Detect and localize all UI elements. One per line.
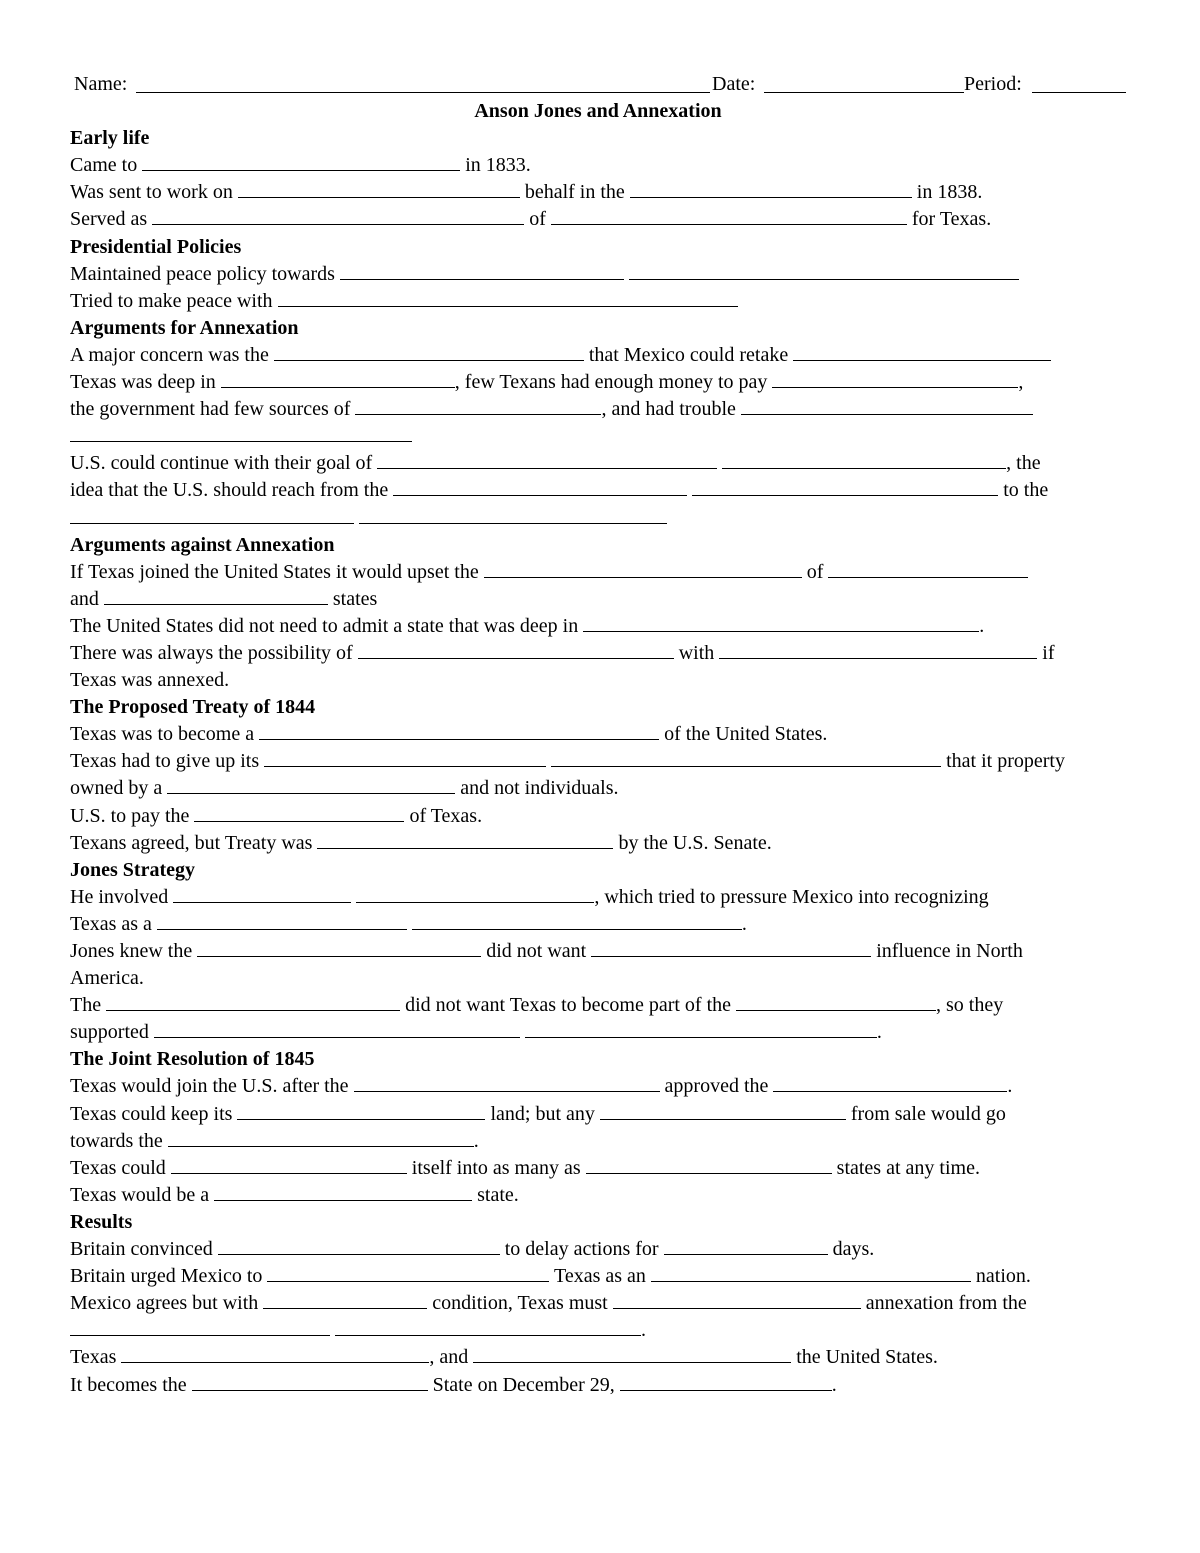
fill-in-blank[interactable] — [197, 939, 481, 957]
line-text: the United States. — [791, 1346, 938, 1369]
line-text: , so they — [936, 994, 1004, 1017]
heading-text: Arguments for Annexation — [70, 316, 299, 339]
fill-in-blank[interactable] — [70, 1318, 330, 1336]
fill-in-blank[interactable] — [591, 939, 871, 957]
fill-in-blank[interactable] — [484, 560, 802, 578]
fill-in-blank[interactable] — [317, 831, 613, 849]
line-text: State on December 29, — [427, 1373, 620, 1396]
section-heading — [70, 234, 1126, 261]
line-text: with — [673, 641, 720, 664]
worksheet-line — [70, 1019, 1126, 1046]
line-text: Texas could keep its — [70, 1102, 238, 1125]
line-text: that Mexico could retake — [583, 343, 794, 366]
worksheet-line — [70, 830, 1126, 857]
worksheet-line — [70, 1101, 1126, 1128]
worksheet-line — [70, 450, 1126, 477]
line-text: The — [70, 994, 107, 1017]
line-text: towards the — [70, 1129, 168, 1152]
fill-in-blank[interactable] — [793, 343, 1051, 361]
line-text: Texas would join the U.S. after the — [70, 1075, 354, 1098]
line-text: annexation from the — [860, 1292, 1027, 1315]
line-text: Maintained peace policy towards — [70, 262, 340, 285]
worksheet-line — [70, 179, 1126, 206]
line-text: Texas could — [70, 1156, 171, 1179]
line-text: A major concern was the — [70, 343, 274, 366]
line-text: Britain convinced — [70, 1238, 218, 1261]
fill-in-blank[interactable] — [237, 1102, 485, 1120]
worksheet-line — [70, 965, 1126, 992]
line-text: It becomes the — [70, 1373, 192, 1396]
worksheet-line — [70, 477, 1126, 504]
fill-in-blank[interactable] — [173, 885, 351, 903]
worksheet-line — [70, 1155, 1126, 1182]
section-heading — [70, 1046, 1126, 1073]
fill-in-blank[interactable] — [218, 1237, 500, 1255]
line-text: if — [1037, 641, 1055, 664]
line-text: , and had trouble — [601, 398, 741, 421]
fill-in-blank[interactable] — [157, 912, 407, 930]
fill-in-blank[interactable] — [70, 506, 354, 524]
fill-in-blank[interactable] — [692, 478, 998, 496]
fill-in-blank[interactable] — [167, 776, 455, 794]
line-text: , few Texans had enough money to pay — [454, 371, 773, 394]
line-text: , — [1018, 371, 1024, 394]
fill-in-blank[interactable] — [828, 560, 1028, 578]
fill-in-blank[interactable] — [354, 1074, 660, 1092]
line-text: approved the — [659, 1075, 774, 1098]
fill-in-blank[interactable] — [620, 1373, 832, 1391]
line-text: that it property — [941, 750, 1065, 773]
worksheet-line — [70, 288, 1126, 315]
worksheet-line — [70, 1128, 1126, 1155]
worksheet-line — [70, 911, 1126, 938]
line-text: behalf in the — [519, 181, 630, 204]
line-text: by the U.S. Senate. — [613, 831, 772, 854]
fill-in-blank[interactable] — [719, 641, 1037, 659]
line-text: Texas — [70, 1346, 122, 1369]
fill-in-blank[interactable] — [192, 1373, 428, 1391]
line-text: . — [831, 1373, 837, 1396]
fill-in-blank[interactable] — [154, 1020, 520, 1038]
fill-in-blank[interactable] — [772, 370, 1018, 388]
fill-in-blank[interactable] — [106, 993, 400, 1011]
fill-in-blank[interactable] — [267, 1264, 549, 1282]
name-blank[interactable] — [136, 75, 710, 93]
fill-in-blank[interactable] — [152, 207, 524, 225]
fill-in-blank[interactable] — [586, 1156, 832, 1174]
worksheet-line — [70, 423, 1126, 450]
line-text: and — [70, 587, 104, 610]
worksheet-line — [70, 505, 1126, 532]
worksheet-line — [70, 803, 1126, 830]
line-text: of — [801, 560, 829, 583]
fill-in-blank[interactable] — [551, 749, 941, 767]
worksheet-line — [70, 775, 1126, 802]
section-heading — [70, 1209, 1126, 1236]
section-heading — [70, 125, 1126, 152]
line-text: of Texas. — [404, 804, 483, 827]
line-text: itself into as many as — [406, 1156, 586, 1179]
line-text: , and — [429, 1346, 474, 1369]
fill-in-blank[interactable] — [664, 1237, 828, 1255]
worksheet-line — [70, 884, 1126, 911]
line-text: The United States did not need to admit a state that was deep in — [70, 614, 584, 637]
line-text: He involved — [70, 885, 174, 908]
fill-in-blank[interactable] — [600, 1102, 846, 1120]
line-text: Served as — [70, 208, 153, 231]
section-heading — [70, 694, 1126, 721]
worksheet-line — [70, 992, 1126, 1019]
worksheet-line — [70, 206, 1126, 233]
fill-in-blank[interactable] — [259, 722, 659, 740]
line-text: to delay actions for — [499, 1238, 664, 1261]
worksheet-line — [70, 613, 1126, 640]
line-text: Texas was to become a — [70, 723, 260, 746]
fill-in-blank[interactable] — [168, 1129, 474, 1147]
fill-in-blank[interactable] — [278, 289, 738, 307]
line-text: . — [641, 1319, 646, 1342]
section-heading — [70, 315, 1126, 342]
fill-in-blank[interactable] — [274, 343, 584, 361]
fill-in-blank[interactable] — [525, 1020, 877, 1038]
fill-in-blank[interactable] — [736, 993, 936, 1011]
line-text: Texas was annexed. — [70, 669, 230, 692]
fill-in-blank[interactable] — [473, 1345, 791, 1363]
fill-in-blank[interactable] — [340, 262, 624, 280]
worksheet-body — [70, 125, 1126, 1398]
fill-in-blank[interactable] — [263, 1291, 427, 1309]
line-text: state. — [472, 1183, 519, 1206]
worksheet-line — [70, 1344, 1126, 1371]
fill-in-blank[interactable] — [613, 1291, 861, 1309]
line-text: supported — [70, 1021, 154, 1044]
line-text: U.S. to pay the — [70, 804, 195, 827]
worksheet-line — [70, 261, 1126, 288]
line-text: owned by a — [70, 777, 168, 800]
period-blank[interactable] — [1032, 75, 1126, 93]
line-text: states — [327, 587, 378, 610]
line-text: of the United States. — [659, 723, 828, 746]
fill-in-blank[interactable] — [171, 1156, 407, 1174]
line-text: . — [473, 1129, 479, 1152]
section-heading — [70, 857, 1126, 884]
line-text: land; but any — [485, 1102, 600, 1125]
line-text: America. — [70, 967, 144, 990]
line-text: in 1833. — [460, 154, 531, 177]
heading-text: Early life — [70, 127, 150, 150]
fill-in-blank[interactable] — [629, 262, 1019, 280]
heading-text: Jones Strategy — [70, 858, 195, 881]
line-text: . — [979, 614, 985, 637]
line-text: . — [876, 1021, 882, 1044]
fill-in-blank[interactable] — [70, 424, 412, 442]
line-text: U.S. could continue with their goal of — [70, 452, 378, 475]
fill-in-blank[interactable] — [358, 641, 674, 659]
line-text: idea that the U.S. should reach from the — [70, 479, 394, 502]
line-text: states at any time. — [831, 1156, 980, 1179]
fill-in-blank[interactable] — [551, 207, 907, 225]
worksheet-line — [70, 396, 1126, 423]
header-row — [70, 71, 1126, 98]
line-text: Texas would be a — [70, 1183, 215, 1206]
worksheet-line — [70, 1073, 1126, 1100]
worksheet-line — [70, 748, 1126, 775]
name-label: Name: — [74, 73, 128, 95]
date-blank[interactable] — [764, 75, 964, 93]
fill-in-blank[interactable] — [264, 749, 546, 767]
line-text: did not want Texas to become part of the — [400, 994, 737, 1017]
line-text: days. — [827, 1238, 875, 1261]
fill-in-blank[interactable] — [356, 885, 594, 903]
line-text: influence in North — [871, 940, 1023, 962]
line-text: Came to — [70, 154, 143, 177]
line-text: nation. — [970, 1265, 1031, 1288]
heading-text: The Proposed Treaty of 1844 — [70, 696, 316, 719]
worksheet-line — [70, 1290, 1126, 1317]
line-text: If Texas joined the United States it would upset the — [70, 560, 484, 583]
fill-in-blank[interactable] — [335, 1318, 641, 1336]
worksheet-title: Anson Jones and Annexation — [474, 100, 722, 123]
date-label: Date: — [712, 73, 756, 95]
worksheet-line — [70, 152, 1126, 179]
section-heading — [70, 532, 1126, 559]
line-text: did not want — [481, 940, 592, 962]
period-label: Period: — [964, 73, 1022, 95]
line-text: Texas was deep in — [70, 371, 221, 394]
fill-in-blank[interactable] — [651, 1264, 971, 1282]
worksheet-line — [70, 369, 1126, 396]
line-text: Texas as an — [549, 1265, 651, 1288]
line-text: for Texas. — [906, 208, 992, 231]
worksheet-line — [70, 1372, 1126, 1399]
line-text: the government had few sources of — [70, 398, 356, 421]
line-text: Texas as a — [70, 912, 157, 935]
worksheet-line — [70, 1182, 1126, 1209]
line-text: Texas had to give up its — [70, 750, 265, 773]
line-text: , the — [1006, 452, 1041, 475]
worksheet-line — [70, 1263, 1126, 1290]
fill-in-blank[interactable] — [121, 1345, 429, 1363]
worksheet-line — [70, 586, 1126, 613]
line-text: condition, Texas must — [427, 1292, 613, 1315]
fill-in-blank[interactable] — [238, 180, 520, 198]
worksheet-line — [70, 721, 1126, 748]
line-text: of — [524, 208, 551, 231]
fill-in-blank[interactable] — [359, 506, 667, 524]
worksheet-page — [70, 71, 1126, 1399]
line-text: There was always the possibility of — [70, 641, 358, 664]
line-text: , which tried to pressure Mexico into recognizing — [594, 885, 989, 908]
fill-in-blank[interactable] — [393, 478, 687, 496]
line-text: Britain urged Mexico to — [70, 1265, 268, 1288]
fill-in-blank[interactable] — [355, 397, 601, 415]
worksheet-line — [70, 1317, 1126, 1344]
worksheet-line — [70, 342, 1126, 369]
worksheet-line — [70, 559, 1126, 586]
heading-text: Results — [70, 1210, 133, 1233]
line-text: Mexico agrees but with — [70, 1292, 264, 1315]
fill-in-blank[interactable] — [377, 451, 717, 469]
line-text: Was sent to work on — [70, 181, 238, 204]
heading-text: Arguments against Annexation — [70, 533, 335, 556]
heading-text: The Joint Resolution of 1845 — [70, 1048, 315, 1071]
line-text: Jones knew the — [70, 940, 198, 962]
fill-in-blank[interactable] — [412, 912, 742, 930]
fill-in-blank[interactable] — [214, 1183, 472, 1201]
fill-in-blank[interactable] — [722, 451, 1006, 469]
line-text: Texans agreed, but Treaty was — [70, 831, 318, 854]
line-text: Tried to make peace with — [70, 289, 278, 312]
worksheet-line — [70, 640, 1126, 667]
fill-in-blank[interactable] — [221, 370, 455, 388]
line-text: and not individuals. — [455, 777, 619, 800]
line-text: in 1838. — [911, 181, 983, 204]
fill-in-blank[interactable] — [741, 397, 1033, 415]
fill-in-blank[interactable] — [142, 153, 460, 171]
worksheet-line — [70, 1236, 1126, 1263]
line-text: from sale would go — [845, 1102, 1006, 1125]
line-text: . — [1007, 1075, 1013, 1098]
fill-in-blank[interactable] — [583, 614, 979, 632]
fill-in-blank[interactable] — [773, 1074, 1007, 1092]
fill-in-blank[interactable] — [630, 180, 912, 198]
line-text: . — [741, 912, 747, 935]
line-text: to the — [998, 479, 1049, 502]
fill-in-blank[interactable] — [194, 804, 404, 822]
worksheet-line — [70, 938, 1126, 965]
heading-text: Presidential Policies — [70, 235, 242, 258]
fill-in-blank[interactable] — [104, 587, 328, 605]
worksheet-line — [70, 667, 1126, 694]
